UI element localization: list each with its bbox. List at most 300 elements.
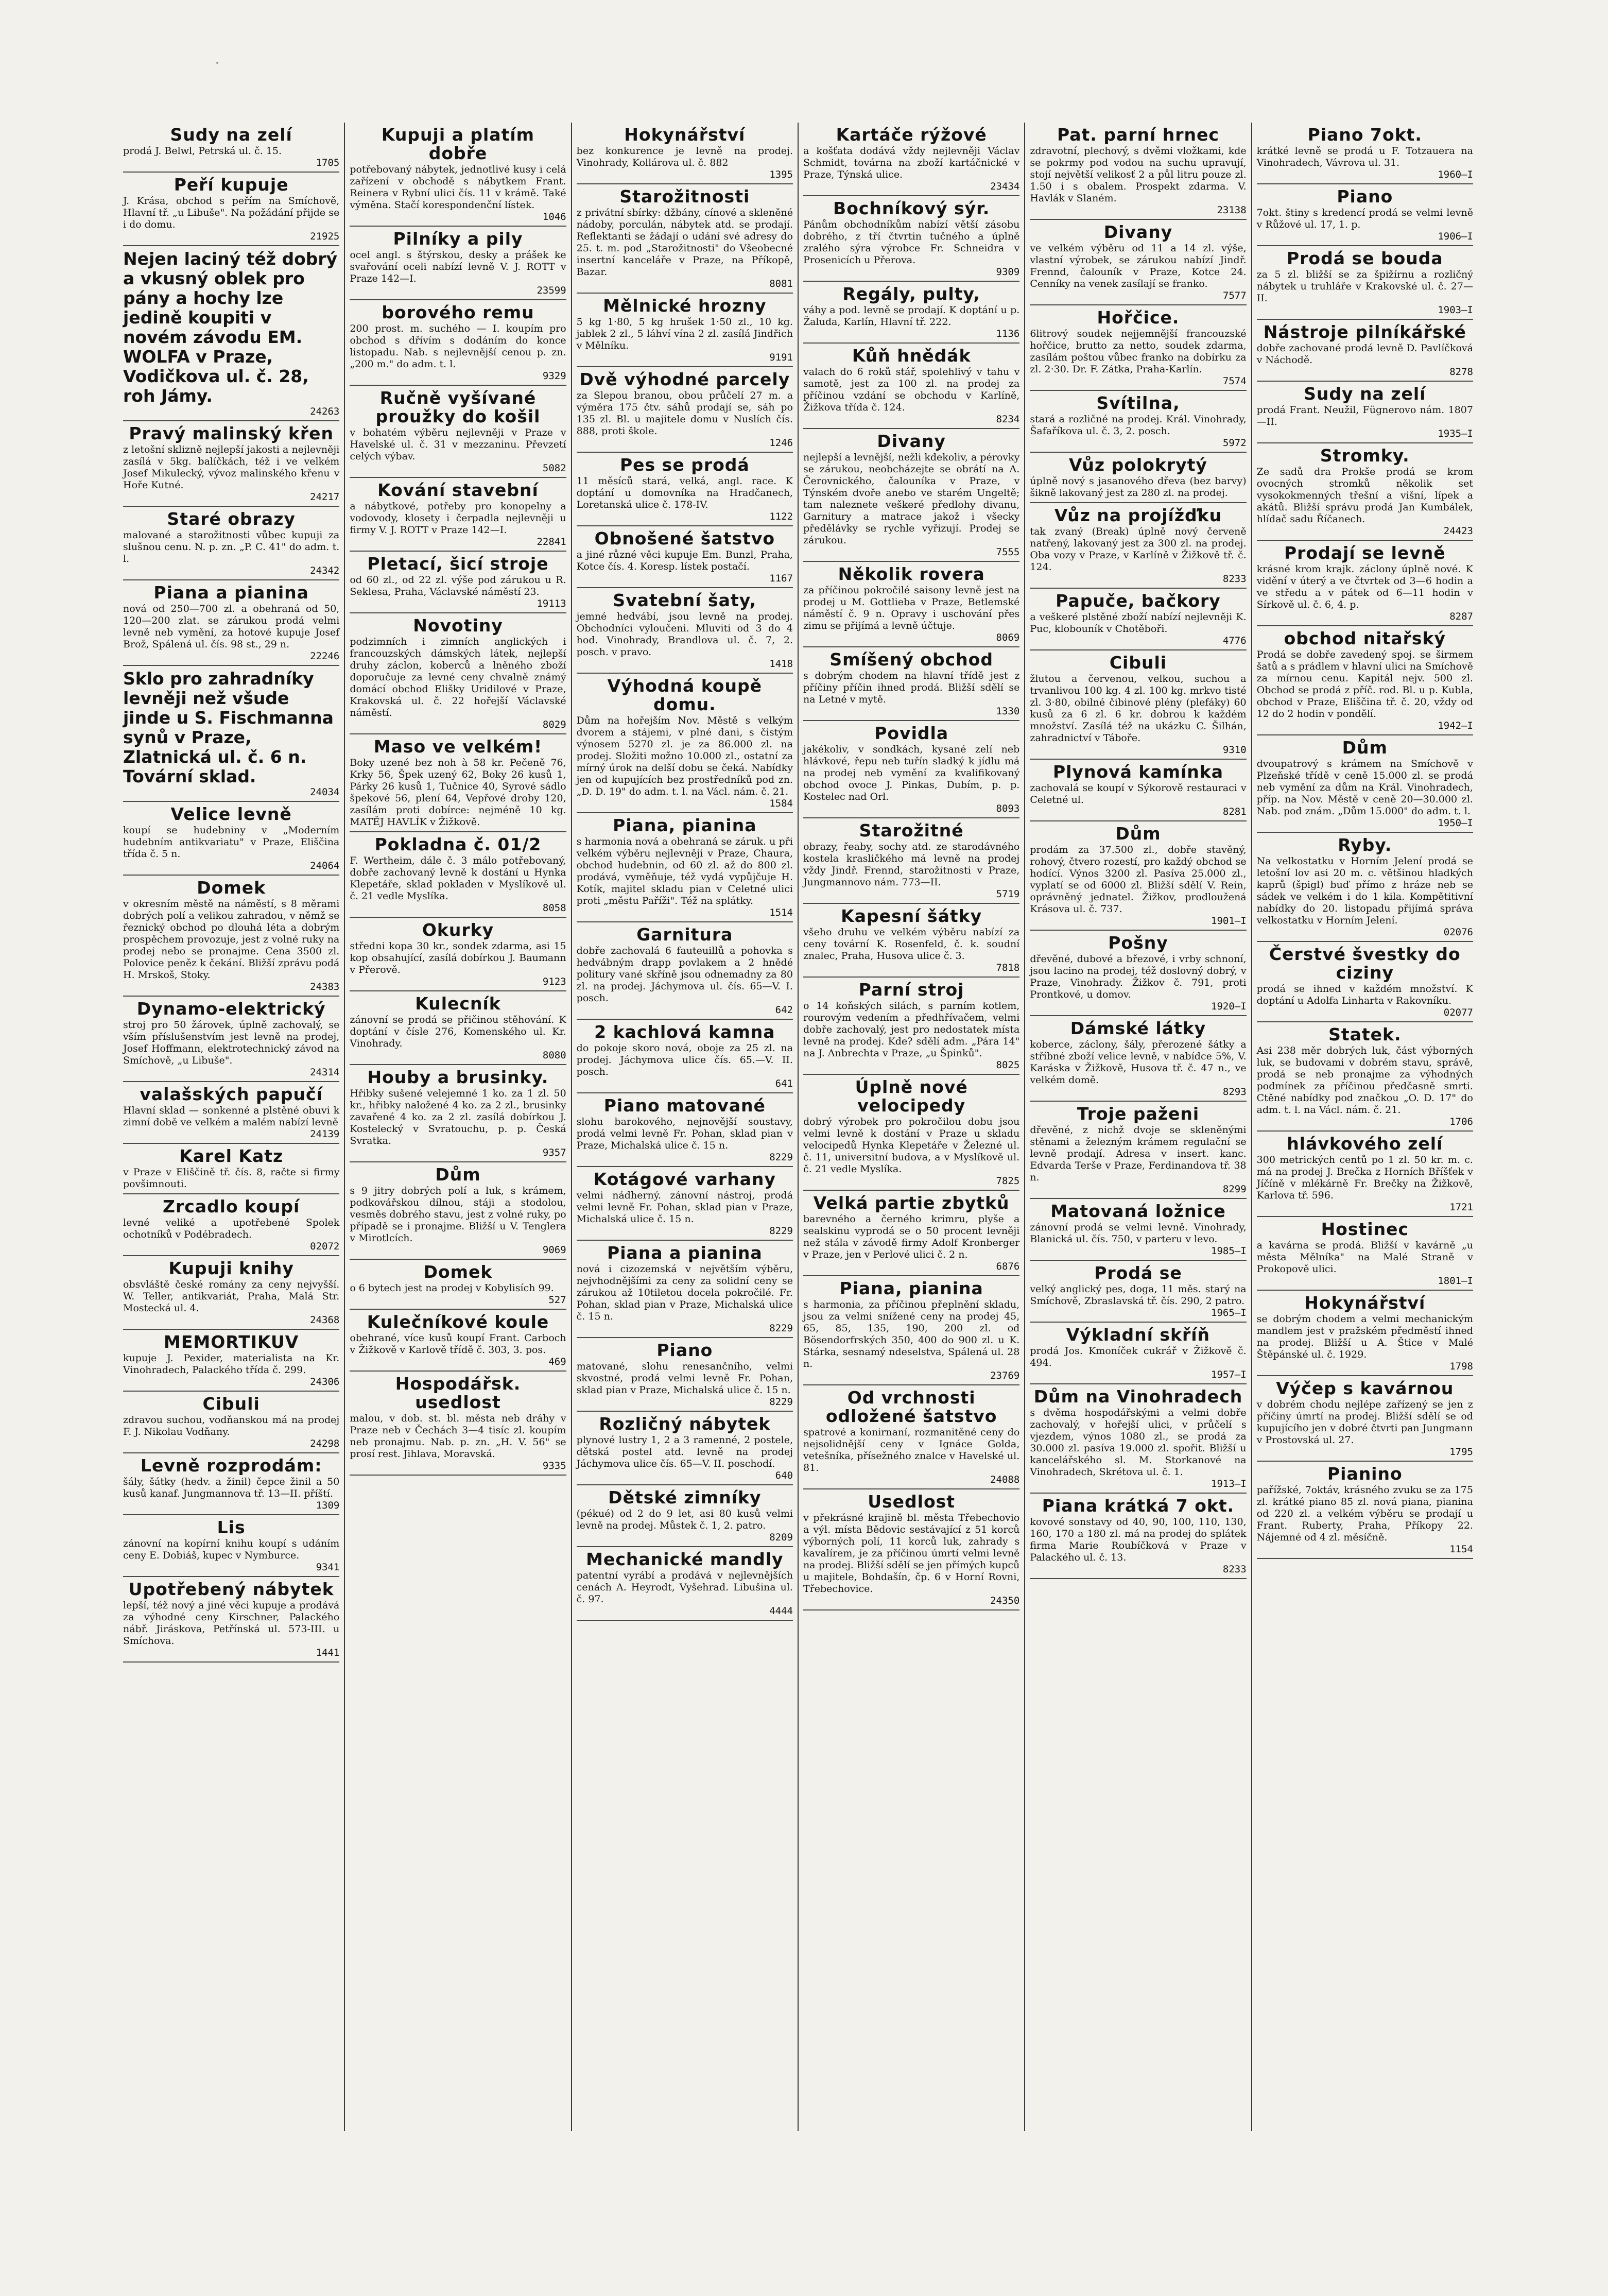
ad-number: 5719 [996,888,1020,900]
ad-heading: Rozličný nábytek [599,1414,771,1434]
ad-body: prodám za 37.500 zl., dobře stavěný, rohový, čtvero rozestí, pro každý obchod se hodící. Výnos 3200 zl. Pasíva 25.000 zl., vyplatí se od 6000 zl. Bližší sdělí V. Rein, oprávněný jednatel. Žižkov, prodloužená Krásova ul. č. 737. [1030,844,1247,915]
ad-heading: Troje paženi [1077,1104,1200,1124]
ad-heading: Kování stavební [377,480,539,500]
ad-heading: Sudy na zelí [170,125,292,145]
ad-number: 24383 [310,981,340,992]
ad-number: 9341 [316,1562,340,1573]
ad-number: 8229 [769,1396,793,1408]
classified-ad [1257,942,1473,1022]
ad-body: matované, slohu renesančního, velmi skvostné, prodá velmi levně Fr. Pohan, sklad pian v Praze, Michalská ulice č. 15 n. [576,1361,793,1396]
ad-body: s harmonia, za příčinou přeplnění skladu, jsou za velmi snížené ceny na prodej 45, 65, 85, 135, 190, 200 zl. od Bösendorfrských 350, 400 do 900 zl. u K. Stárka, sesnamý ndeselstva, Spálená ul. 28 n. [803,1299,1020,1369]
ad-body: pařížské, 7oktáv, krásného zvuku se za 175 zl. krátké piano 85 zl. nová piana, pianina od 220 zl. a velkém výběru se prodají u Frant. Ruberty, Praha, Příkopy 22. Nájemné od 4 zl. měsíčně. [1256,1484,1473,1543]
classified-ad [1257,382,1473,443]
ad-heading: Stromky. [1320,446,1410,466]
ad-heading: Piana, pianina [839,1278,983,1298]
ad-heading: Kupuji knihy [168,1258,294,1278]
ad-heading: Ryby. [1338,835,1392,855]
ad-body: dřevěné, z nichž dvoje se skleněnými stěnami a železným krámem regulační se levně prodají. Adresa v insert. kanc. Edvarda Terše v Praze, Ferdinandova tř. 38 n. [1030,1124,1247,1183]
classified-ad [1257,1291,1473,1376]
ad-body: (pékué) od 2 do 9 let, asi 80 kusů velmi levně na prodej. Můstek č. 1, 2. patro. [576,1508,793,1531]
ad-heading: Smíšený obchod [829,649,993,670]
ad-heading: Domek [197,878,266,898]
ad-body: malované a starožitnosti vůbec kupuji za slušnou cenu. N. p. zn. „P. C. 41" do adm. t. l. [123,529,340,564]
classified-ad [123,1330,339,1392]
ad-body: a nábytkové, potřeby pro konopelny a vodovody, klosety i čerpadla nejlevněji u firmy V. J. ROTT v Praze 142—I. [350,501,566,536]
ad-number: 8281 [1222,806,1247,817]
classified-ad [1257,184,1473,246]
ad-body: stará a rozličné na prodej. Král. Vinohrady, Šafaříkova ul. č. 3, 2. posch. [1030,414,1247,437]
ad-heading: Svítilna, [1096,393,1180,413]
ad-heading: Hospodářsk. usedlost [395,1374,521,1412]
ad-heading: Dámské látky [1070,1018,1206,1038]
classified-ad [803,978,1019,1075]
classified-ad [350,1372,566,1476]
ad-heading: Piana a pianina [607,1243,763,1263]
ad-body: Hřibky sušené velejemné 1 ko. za 1 zl. 50 kr., hřibky naložené 4 ko. za 2 zl., brusinky zavařené 4 ko. za 2 zl. zasílá dobírkou J. Kostelecký v Svratouchu, p. p. Česká Svratka. [350,1088,566,1146]
classified-ad [803,123,1019,196]
ad-heading: Výčep s kavárnou [1276,1378,1454,1398]
column-6 [1251,123,1478,2131]
classified-ad [1030,760,1246,821]
ad-number: 6876 [996,1261,1020,1272]
ad-number: 23434 [990,181,1020,192]
ad-body: nová od 250—700 zl. a obehraná od 50, 120—200 zlat. se zárukou prodá velmi levně neb vymění, za hotové kupuje Josef Brož, Spálená ul. čís. 98 st., 29 n. [123,603,340,650]
ad-body: v překrásné krajině bl. města Třebechovio a výl. místa Bědovic sestávající z 51 korců výborných polí, 11 korců luk, zahrady s kavalírem, je za příčinou úmrtí velmi levně na prodej. Bližší sdělí se jen přímých kupců u majitele, Bohdašín, čp. 6 v Horní Rovni, Třebechovice. [803,1512,1020,1595]
ad-heading: Piano 7okt. [1307,125,1422,145]
ad-body: šály, šátky (hedv. a žinil) čepce žinil a 50 kusů kanaf. Jungmannova tř. 13—II. příští. [123,1476,340,1499]
classified-ad [577,1241,793,1338]
classified-ad [1030,1261,1246,1323]
ad-number: 8081 [769,278,793,289]
ad-body: žlutou a červenou, velkou, suchou a trvanlivou 100 kg. 4 zl. 100 kg. mrkvo tisté zl. 3·80, obilné čibinové plény (plefáky) 60 kusů za 6 zl. 6 kr. dobrou k každém množství. Zasílá též na ukázku C. Šilhán, zahradnictví v Táboře. [1030,673,1247,744]
classified-ad [1257,833,1473,942]
column-4 [798,123,1024,2131]
ad-heading: Pilníky a pily [393,229,523,249]
ad-body: Ze sadů dra Prokše prodá se krom ovocných stromků několik set vysokokmenných třešní a višní, lípek a akátů. Bližší správu prodá Jan Kumbálek, hlídač sadu Říčanech. [1256,466,1473,525]
ad-heading: Dům [1115,824,1161,844]
ad-number: 4444 [769,1605,793,1617]
column-1 [118,123,344,2131]
classified-ad [350,1310,566,1372]
ad-number: 1942—I [1438,720,1473,731]
ad-heading: Nástroje pilníkářské [1263,322,1466,342]
ad-body: ve velkém výběru od 11 a 14 zl. výše, vlastní výrobek, se zárukou nabízí Jindř. Frennd, čalouník v Praze, Kotce 24. Cenníky na venek zasílají se franko. [1030,243,1247,289]
ad-number: 9069 [542,1244,566,1256]
classified-ad [803,647,1019,721]
classified-ad [123,1453,339,1515]
classified-ad [577,1093,793,1167]
ad-heading: Ručně vyšívané proužky do košil [375,388,541,426]
classified-ad [1030,1199,1246,1261]
ad-number: 1441 [316,1647,340,1658]
ad-number: 8069 [996,632,1020,643]
ad-heading: Bochníkový sýr. [833,198,990,218]
ad-body: zachovalá se koupí v Sýkorově restauraci v Celetné ul. [1030,782,1247,806]
ad-number: 1965—I [1211,1307,1247,1318]
ad-body: slohu barokového, nejnovější soustavy, prodá velmi levně Fr. Pohan, sklad pian v Praze, Michalská ulice č. 15 n. [576,1116,793,1151]
classified-ad [803,1191,1019,1276]
classified-ad [1257,1462,1473,1559]
ad-body: od 60 zl., od 22 zl. výše pod zárukou u R. Seklesa, Praha, Václavské náměstí 23. [350,574,566,597]
ad-heading: Vůz polokrytý [1069,455,1207,475]
ad-heading: Prodá se bouda [1286,248,1443,268]
ad-number: 1395 [769,169,793,180]
ad-heading: Dětské zimníky [608,1487,762,1507]
ad-heading: Starožitné [859,820,964,841]
ad-heading: Obnošené šatstvo [594,528,775,549]
classified-ad [1257,1376,1473,1462]
ad-heading: Dům na Vinohradech [1033,1386,1243,1407]
ad-heading: Hořčice. [1097,307,1180,328]
ad-body: a jiné různé věci kupuje Em. Bunzl, Praha, Kotce čís. 4. Koresp. lístek postačí. [576,549,793,572]
ad-heading: Okurky [422,920,494,940]
ad-body: J. Krása, obchod s peřím na Smíchově, Hlavní tř. „u Libuše". Na požádání přijde se i do domu. [123,195,340,230]
ad-heading: Pletací, šicí stroje [367,554,549,574]
ad-number: 8058 [542,902,566,914]
classified-ad [803,1075,1019,1191]
ad-body: prodá Frant. Neužil, Fügnerovo nám. 1807—II. [1256,404,1473,427]
ad-body: koberce, záclony, šály, přerozené šátky a stříbné zboží velice levně, v nabídce 5%, V. Karáska v Žižkově, Husova tř. č. 47 n., ve velkém domě. [1030,1039,1247,1086]
classified-ad [123,246,339,421]
ad-body: s harmonia nová a obehraná se záruk. u při velkém výběru nejlevněji v Praze, Chaura, obchod hudebnin, od 60 zl. až do 800 zl. prodává, vyměňuje, též vydá vypůjčuje H. Kotík, majitel skladu pian v Celetné ulici proti „městu Paříži". Též na splátky. [576,836,793,906]
ad-heading: Svatební šaty, [613,590,757,610]
classified-ad [577,1485,793,1547]
ad-heading: Usedlost [868,1492,956,1512]
ad-heading: Kůň hnědák [852,346,971,366]
ad-number: 5082 [542,462,566,474]
ad-number: 8229 [769,1323,793,1334]
ad-heading: Novotiny [413,615,503,636]
ad-body: do pokoje skoro nová, oboje za 25 zl. na prodej. Jáchymova ulice čís. 65.—V. II. posch. [576,1042,793,1077]
ad-body: kupuje J. Pexider, materialista na Kr. Vinohradech, Palackého třída č. 299. [123,1352,340,1376]
ad-heading: Pianino [1327,1464,1403,1484]
ad-number: 1913—I [1211,1478,1247,1489]
ad-body: váhy a pod. levně se prodají. K doptání u p. Žaluda, Karlín, Hlavní tř. 222. [803,304,1020,328]
classified-ad [123,666,339,802]
ad-number: 1985—I [1211,1245,1247,1257]
classified-ad [803,282,1019,344]
classified-ad [1030,1323,1246,1384]
classified-ad [350,123,566,227]
ad-number: 8229 [769,1152,793,1163]
ad-body: o 6 bytech jest na prodej v Kobylisích 99. [350,1282,554,1294]
ad-body: stroj pro 50 žárovek, úplně zachovalý, se vším příslušenstvím jest levně na prodej, Josef Hoffmann, elektrotechnický závod na Smíchově, „u Libuše". [123,1019,340,1066]
ad-heading: Dvě výhodné parcely [579,369,790,389]
classified-ad [123,1392,339,1453]
ad-heading: Piana a pianina [153,582,309,603]
classified-ad [350,734,566,832]
ad-heading: Mechanické mandly [586,1549,784,1569]
classified-ad [1257,246,1473,320]
ad-heading: Sudy na zelí [1304,384,1426,404]
ad-body: s dobrým chodem na hlavní třídě jest z příčiny příčin ihned prodá. Bližší sdělí se na Letné v mytě. [803,670,1020,705]
ad-body: s dvěma hospodářskými a velmi dobře zachovalý, v hořejší ulici, v průčelí s vjezdem, výnos 1080 zl., se prodá za 30.000 zl. pasíva 19.000 zl. spořit. Bližší u kancelářského sl. M. Storkanové na Vinohradech, Skrétova ul. č. 1. [1030,1407,1247,1478]
ad-heading: Upotřebený nábytek [128,1579,334,1599]
ad-body: dobrý výrobek pro pokročilou dobu jsou velmi levně k dostání v Praze u skladu velocipedů Hynka Klepetáře v Železné ul. č. 11, universitní budova, a v Myslíkově ul. č. 21 vedle Myslíka. [803,1116,1020,1175]
ad-heading: Houby a brusinky. [367,1067,549,1087]
ad-heading: Několik rovera [838,564,985,584]
ad-heading: Piano [656,1340,713,1360]
ad-number: 5972 [1222,437,1247,449]
classified-ad [1257,443,1473,541]
ad-body: dobře zachované prodá levně D. Pavlíčková v Náchodě. [1256,342,1473,366]
ad-body: krásné krom krajk. záclony úplně nové. K vidění v úterý a ve čtvrtek od 3—6 hodin a ve středu a v pátek od 6—11 hodin v Sírkově ul. č. 6, 4. p. [1256,563,1473,610]
classified-ad [123,997,339,1082]
ad-body: zánovní se prodá se přičinou stěhování. K doptání v čísle 276, Komenského ul. Kr. Vinohrady. [350,1014,566,1049]
ad-number: 1903—I [1438,304,1473,316]
ad-number: 9357 [542,1147,566,1158]
ad-body: 11 měsíců stará, velká, angl. race. K doptání u domovníka na Hradčanech, Loretanská ulice č. 178-IV. [576,475,793,510]
ad-body: prodá Jos. Kmoníček cukrář v Žižkově č. 494. [1030,1345,1247,1368]
ad-heading: Pravý malinský křen [129,423,334,443]
ad-number: 1801—I [1438,1275,1473,1287]
classified-ad [123,1144,339,1194]
ad-body: zánovní na kopírní knihu koupí s udáním ceny E. Dobiáš, kupec v Nymburce. [123,1538,340,1561]
ad-number: 8299 [1222,1184,1247,1195]
ad-number: 24064 [310,860,340,871]
classified-ad [350,918,566,991]
ad-body: Nejen laciný též dobrý a vkusný oblek pro pány a hochy lze jedině koupiti v novém závodu EM. WOLFA v Praze, Vodičkova ul. č. 28, roh Jámy. [123,249,338,406]
classified-ad [1257,320,1473,382]
ad-body: obehrané, více kusů koupí Frant. Carboch v Žižkově v Karlově třídě č. 303, 3. pos. [350,1332,566,1356]
classified-ad [123,507,339,580]
ad-number: 1705 [316,157,340,168]
ad-body: za Slepou branou, obou průčelí 27 m. a výměra 175 čtv. sáhů prodají se, sáh po 135 zl. Bl. u majitele domu v Nuslích čís. 888, proti škole. [576,390,793,437]
ad-body: jakékoliv, v sondkách, kysané zelí neb hlávkové, řepu neb tuřín sladký k jídlu má na prodej neb vymění za kvalifikovaný obchod ovoce J. Pinkas, Dubím, p. p. Kostelec nad Orl. [803,744,1020,802]
classified-ad [1257,541,1473,626]
ad-number: 24306 [310,1376,340,1387]
classified-ad [123,876,339,997]
ad-body: se dobrým chodem a velmi mechanickým mandlem jest v pražském předměstí ihned na prodej. Bližší u A. Štice v Malé Štěpánské ul. č. 1929. [1256,1313,1473,1360]
ad-number: 9329 [542,370,566,382]
ad-body: velmi nádherný. zánovní nástroj, prodá velmi levně Fr. Pohan, sklad pian v Praze, Michalská ulice č. 15 n. [576,1190,793,1225]
classified-ad [1030,650,1246,760]
classified-ad [577,1547,793,1621]
classified-ad [350,478,566,552]
classified-ad [803,196,1019,282]
ad-body: prodá J. Belwl, Petrská ul. č. 15. [123,145,282,157]
ad-body: ocel angl. s štýrskou, desky a prášek ke svařování oceli nabízí levně V. J. ROTT v Praze 142—I. [350,249,566,284]
ad-heading: Staré obrazy [167,509,296,529]
ad-number: 7577 [1222,290,1247,301]
ad-body: prodá se ihned v každém množství. K doptání u Adolfa Linharta v Rakovníku. [1256,983,1473,1006]
ad-number: 7825 [996,1175,1020,1187]
classified-ad [1257,1022,1473,1132]
ad-heading: Parní stroj [858,980,964,1000]
ad-number: 8293 [1222,1086,1247,1098]
ad-number: 24088 [990,1474,1020,1485]
ad-number: 640 [775,1470,793,1481]
ad-number: 8233 [1222,573,1247,585]
ad-body: malou, v dob. st. bl. města neb dráhy v Praze neb v Čechách 3—4 tisíc zl. koupím neb pronajmu. Nab. p. zn. „H. V. 56" se prosí rest. Jihlava, Moravská. [350,1413,566,1460]
ad-number: 1906—I [1438,231,1473,242]
classified-ad [803,818,1019,904]
ad-heading: Prodá se [1094,1263,1182,1283]
ad-number: 1122 [769,511,793,522]
ad-number: 1960—I [1438,169,1473,180]
ad-number: 1330 [996,706,1020,717]
ad-heading: Výkladní skříň [1066,1325,1211,1345]
ad-body: obrazy, řeaby, sochy atd. ze starodávného kostela krasličkého má levně na prodej vždy Jindř. Frennd, starožitnosti v Praze, Jungmannovo nám. 773—II. [803,841,1020,888]
ad-number: 24217 [310,491,340,503]
ad-number: 9335 [542,1460,566,1471]
ad-body: spatrové a konirnaní, rozmanitěné ceny do nejsolidnější ceny v Ignáce Golda, vetešníka, přísežného znalce v Havelské ul. 81. [803,1427,1020,1473]
ad-body: v Praze v Eliščině tř. čís. 8, račte si firmy povšimnouti. [123,1167,340,1190]
classified-ads-page [118,123,1478,2131]
ad-body: v dobrém chodu nejlépe zařízený se jen z příčiny úmrtí na prodej. Bližší sdělí se od kupujícího jen v dobré čtvrti pan Jungmann v Prostovská ul. 27. [1256,1399,1473,1446]
ad-body: za 5 zl. bližší se za špižírnu a rozličný nábytek u truhláře v Krakovské ul. č. 27—II. [1256,269,1473,304]
ad-heading: Piana krátká 7 okt. [1042,1496,1235,1516]
classified-ad [350,1162,566,1260]
ad-number: 23599 [537,285,566,296]
ad-body: 5 kg 1·80, 5 kg hrušek 1·50 zl., 10 kg. jablek 2 zl., 5 láhví vína 2 zl. zasílá Jindřich v Mělníku. [576,316,793,351]
ad-heading: Peří kupuje [174,175,289,195]
ad-heading: Pat. parní hrnec [1057,125,1219,145]
ad-heading: Kulecník [415,993,501,1014]
ad-number: 9309 [996,266,1020,278]
ad-heading: Divany [877,431,946,451]
ad-body: Na velkostatku v Horním Jelení prodá se letošní lov asi 20 m. c. většinou hladkých kaprů (špigl) buď přímo z hráze neb se sádek ve velkém i do 1 kila. Kompětitivní nabídky do 20. listopadu přijímá správa velkostatku v Horním Jelení. [1256,855,1473,926]
ad-number: 24139 [310,1128,340,1140]
ad-number: 24423 [1443,525,1473,537]
classified-ad [123,1082,339,1144]
ad-number: 02076 [1443,927,1473,938]
classified-ad [1030,1384,1246,1494]
ad-heading: Velice levně [170,804,292,824]
ad-body: zdravou suchou, vodňanskou má na prodej F. J. Nikolau Vodňany. [123,1414,340,1437]
ad-heading: Domek [423,1262,493,1282]
ad-body: z privátní sbírky: džbány, cínové a skleněné nádoby, porculán, nábytek atd. se prodají. Reflektanti se žádají o udání své adresy do 25. t. m. pod „Starožitnosti" do Všeobecné insertní kanceláře v Praze, na Příkopě, Bazar. [576,207,793,278]
ad-number: 8287 [1449,611,1473,622]
classified-ad [803,1385,1019,1489]
classified-ad [1030,503,1246,589]
ad-number: 1721 [1449,1202,1473,1213]
ad-heading: Úplně nové velocipedy [855,1077,968,1116]
ad-heading: Pošny [1108,933,1168,953]
classified-ad [123,1577,339,1663]
ad-number: 1046 [542,211,566,222]
ad-body: bez konkurence je levně na prodej. Vinohrady, Kollárova ul. č. 882 [576,145,793,168]
ad-body: tak zvaný (Break) úplně nový červeně natřený, lakovaný jest za 300 zl. na prodej. Oba vozy v Praze, v Karlíně v Žižkově tř. č. 124. [1030,526,1247,573]
classified-ad [803,562,1019,647]
ad-number: 1136 [996,328,1020,339]
ad-heading: obchod nitařský [1284,628,1446,648]
classified-ad [350,227,566,300]
ad-heading: Od vrchnosti odložené šatstvo [825,1387,997,1426]
ad-heading: Pokladna č. 01/2 [374,834,542,854]
ad-body: obsvláště české romány za ceny nejvyšší. W. Teller, antikvariát, Praha, Malá Str. Mostecká ul. 4. [123,1279,340,1314]
ad-heading: Hokynářství [624,125,746,145]
classified-ad [123,123,339,173]
ad-body: krátké levně se prodá u F. Totzauera na Vinohradech, Vávrova ul. 31. [1256,145,1473,168]
classified-ad [803,429,1019,562]
ad-heading: Pes se prodá [619,455,750,475]
ad-heading: Lis [217,1517,246,1537]
ad-body: lepší, též nový a jiné věci kupuje a prodává za výhodné ceny Kirschner, Palackého nábř. Jiráskova, Petřínská ul. 573-III. u Smíchova. [123,1600,340,1647]
classified-ad [350,613,566,734]
classified-ad [803,344,1019,429]
ad-number: 1706 [1449,1116,1473,1127]
ad-number: 1309 [316,1500,340,1511]
classified-ad [350,1065,566,1162]
ad-body: 7okt. štiny s kredencí prodá se velmi levně v Růžové ul. 17, 1. p. [1256,207,1473,230]
ad-body: plynové lustry 1, 2 a 3 ramenné, 2 postele, dětská postel atd. levně na prodej Jáchymova ulice čís. 65—V. II. poschodí. [576,1434,793,1469]
ad-heading: 2 kachlová kamna [594,1022,775,1042]
ad-number: 1584 [769,798,793,809]
classified-ad [577,1020,793,1093]
classified-ad [1030,305,1246,391]
ad-number: 24368 [310,1314,340,1326]
classified-ad [577,1412,793,1485]
column-3 [571,123,798,2131]
ad-body: z letošní sklizně nejlepší jakosti a nejlevněji zasílá v 5kg. balíčkách, též i ve velkém Josef Mikulecký, vývoz malinského křenu v Hoře Kutné. [123,444,340,491]
ad-body: potřebovaný nábytek, jednotlivé kusy i celá zařízení v obchodě s nábytkem Frant. Reinera v Rybní ulici čís. 11 v krámě. Také výměna. Stačí korespondenční lístek. [350,164,566,211]
classified-ad [1257,1217,1473,1291]
classified-ad [123,1194,339,1256]
ad-number: 24314 [310,1067,340,1078]
ad-number: 24350 [990,1595,1020,1606]
ad-number: 1957—I [1211,1369,1247,1380]
ad-body: s 9 jitry dobrých polí a luk, s krámem, podkovářskou dílnou, stáji a stodolou, vesměs dobrého stavu, jest z volné ruky, po případě se i pronajme. Bližší u V. Tenglera v Mirotlcích. [350,1185,566,1244]
classified-ad [577,1167,793,1241]
classified-ad [123,580,339,666]
ad-number: 1795 [1449,1446,1473,1458]
ad-body: Dům na hořejším Nov. Městě s velkým dvorem a stájemi, v plné dani, s čistým výnosem 5270 zl. je za 86.000 zl. na prodej. Složiti možno 10.000 zl., ostatní za mírný úrok na delší dobu se čeká. Nabídky jen od kupujících bez prostředníků pod zn. „D. D. 19" do adm. t. l. na Václ. nám. č. 21. [576,715,793,797]
ad-number: 22246 [310,650,340,662]
ad-number: 469 [548,1356,566,1367]
ad-body: jemné hedvábí, jsou levně na prodej. Obchodníci vyloučeni. Mluviti od 3 do 4 hod. Vinohrady, Brandlova ul. č. 7, 2. posch. v pravo. [576,611,793,658]
ad-number: 24342 [310,565,340,576]
ad-heading: Regály, pulty, [842,284,980,304]
classified-ad [577,1338,793,1412]
classified-ad [1257,626,1473,735]
ad-number: 1935—I [1438,428,1473,439]
ad-body: patentní vyrábí a prodává v nejlevnějších cenách A. Heyrodt, Vyšehrad. Libušina ul. č. 97. [576,1570,793,1605]
ad-body: dřevěné, dubové a březové, i vrby schnoní, jsou lacino na prodej, též doslovný dobrý, v Praze, Vinohrady. Žižkov č. 791, proti Prontkové, u domov. [1030,953,1247,1000]
ad-heading: Maso ve velkém! [373,736,543,757]
classified-ad [577,526,793,588]
ad-number: 1901—I [1211,915,1247,927]
ad-heading: valašských papučí [140,1084,323,1104]
ad-number: 1920—I [1211,1001,1247,1012]
ad-heading: Hostinec [1321,1219,1409,1239]
ad-heading: Kulečníkové koule [367,1312,549,1332]
classified-ad [1030,931,1246,1016]
ad-heading: Starožitnosti [619,186,750,207]
ad-body: Sklo pro zahradníky levněji než všude jinde u S. Fischmanna synů v Praze, Zlatnická ul. č. 6 n. Tovární sklad. [123,669,334,786]
ad-number: 19113 [537,598,566,609]
ad-body: barevného a černého krimru, plyše a sealskinu vyprodá se o 50 procent levněji než stála v závodě firmy Adolf Kronberger v Praze, jen v Perlové ulici č. 2 n. [803,1213,1020,1260]
ad-heading: Statek. [1328,1024,1402,1044]
classified-ad [803,1276,1019,1385]
ad-heading: Plynová kamínka [1052,762,1223,782]
classified-ad [350,991,566,1065]
ad-heading: Zrcadlo koupí [163,1196,300,1216]
ad-number: 642 [775,1004,793,1016]
classified-ad [123,421,339,507]
ad-body: nejlepší a levnější, nežli kdekoliv, a pérovky se zárukou, neobcházejte se obrátí na A. Čerovnického, čalouníka v Praze, v Týnském dvoře anebo ve starém Ungeltě; tam naleznete veškeré předlohy divanu, Garnitury a matrace jakož i všecky předělávky se rychle vyřizují. Prodej se zárukou. [803,452,1020,546]
ad-number: 1246 [769,437,793,449]
ad-body: podzimních i zimních anglických i francouzských dámských látek, nejlepší druhy záclon, koberců a lněného zboží doporučuje za levné ceny chvalně známý domácí obchod Elišky Uridilové v Praze, Krakovská ul. č. 22 hořejší Václavské náměstí. [350,636,566,718]
ad-heading: Povidla [874,723,949,743]
ad-number: 8229 [769,1225,793,1237]
ad-number: 24298 [310,1438,340,1449]
ad-body: Prodá se dobře zavedený spoj. se širmem šatů a s prádlem v hlavní ulici na Smíchově za mírnou cenu. Kapitál nejv. 500 zl. Obchod se prodá z příč. rod. Bl. u p. Kubla, obchod v Praze, Eliščina tř. č. 20, vždy od 12 do 2 hodin v pondělí. [1256,649,1473,719]
classified-ad [1030,220,1246,305]
ad-heading: Matovaná ložnice [1050,1201,1226,1221]
classified-ad [1257,123,1473,184]
ad-body: zánovní prodá se velmi levně. Vinohrady, Blanická ul. čís. 750, v parteru v levo. [1030,1222,1247,1245]
